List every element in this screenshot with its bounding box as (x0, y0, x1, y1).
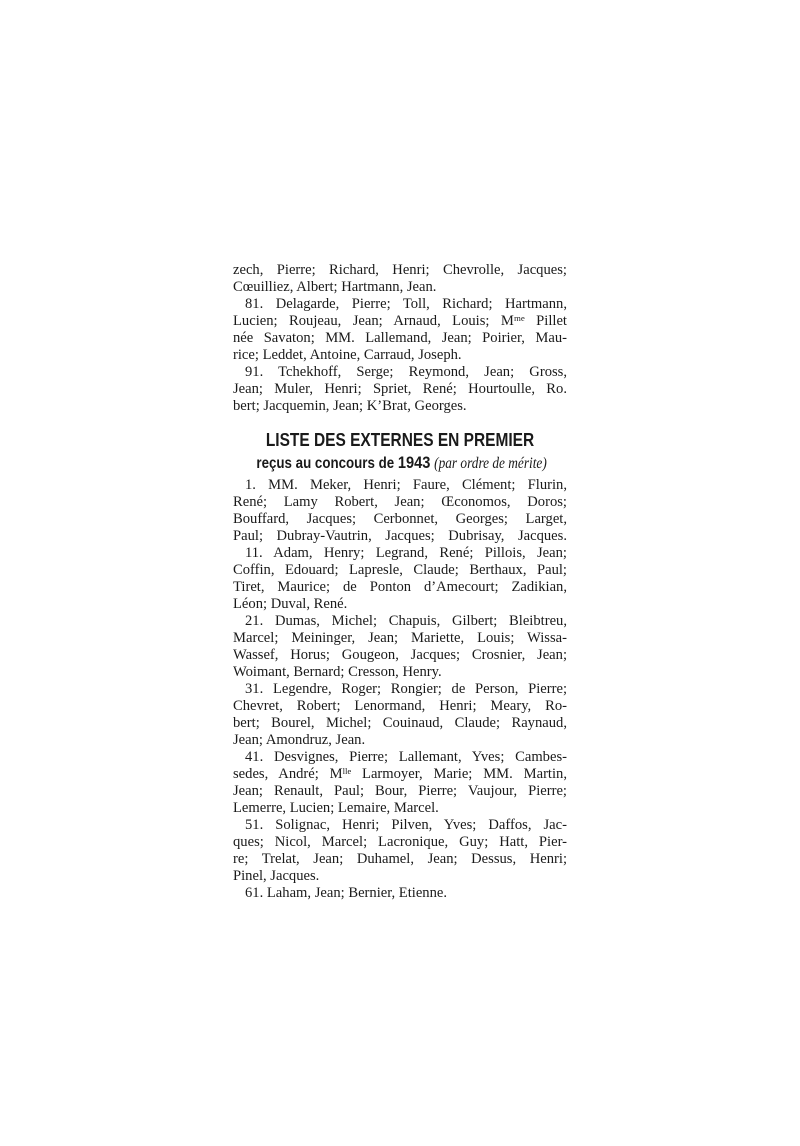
subheading-text: reçus au concours de (256, 455, 395, 472)
text-line: Tiret, Maurice; de Ponton d’Amecourt; Zadikian, (233, 579, 567, 595)
text-line: née Savaton; MM. Lallemand, Jean; Poirier, Mau- (233, 330, 567, 346)
subheading-year: 1943 (397, 453, 431, 472)
text-line: ques; Nicol, Marcel; Lacronique, Guy; Hatt, Pier- (233, 834, 567, 850)
text-line: Pinel, Jacques. (233, 868, 320, 884)
text-line: Paul; Dubray-Vautrin, Jacques; Dubrisay, Jacques. (233, 528, 567, 544)
list-heading: LISTE DES EXTERNES EN PREMIER (265, 430, 535, 450)
text-line: Wassef, Horus; Gougeon, Jacques; Crosnier, Jean; (233, 647, 567, 663)
text-line: Cœuilliez, Albert; Hartmann, Jean. (233, 279, 437, 295)
text-line: bert; Bourel, Michel; Couinaud, Claude; Raynaud, (233, 715, 567, 731)
text-line: rice; Leddet, Antoine, Carraud, Joseph. (233, 347, 462, 363)
text-line: re; Trelat, Jean; Duhamel, Jean; Dessus, Henri; (233, 851, 567, 867)
text-line: Jean; Muler, Henri; Spriet, René; Hourtoulle, Ro. (233, 381, 567, 397)
text-line: 61. Laham, Jean; Bernier, Etienne. (245, 885, 448, 901)
text-line: 81. Delagarde, Pierre; Toll, Richard; Hartmann, (245, 296, 567, 312)
text-line: 31. Legendre, Roger; Rongier; de Person, Pierre; (245, 681, 567, 697)
text-line: Lucien; Roujeau, Jean; Arnaud, Louis; Mᵐᵉ Pillet (233, 313, 567, 329)
text-line: 11. Adam, Henry; Legrand, René; Pillois, Jean; (245, 545, 567, 561)
text-line: bert; Jacquemin, Jean; K’Brat, Georges. (233, 398, 467, 414)
text-line: Jean; Renault, Paul; Bour, Pierre; Vaujour, Pierre; (233, 783, 567, 799)
text-line: 91. Tchekhoff, Serge; Reymond, Jean; Gross, (245, 364, 567, 380)
text-line: 51. Solignac, Henri; Pilven, Yves; Daffos, Jac- (245, 817, 567, 833)
text-line: Woimant, Bernard; Cresson, Henry. (233, 664, 442, 680)
text-line: 1. MM. Meker, Henri; Faure, Clément; Flurin, (245, 477, 567, 493)
text-line: Lemerre, Lucien; Lemaire, Marcel. (233, 800, 439, 816)
text-line: 21. Dumas, Michel; Chapuis, Gilbert; Bleibtreu, (245, 613, 567, 629)
subheading-note: (par ordre de mérite) (434, 455, 547, 472)
text-line: Coffin, Edouard; Lapresle, Claude; Berthaux, Paul; (233, 562, 567, 578)
text-line: 41. Desvignes, Pierre; Lallemant, Yves; Cambes- (245, 749, 567, 765)
text-line: Bouffard, Jacques; Cerbonnet, Georges; Larget, (233, 511, 567, 527)
text-line: Chevret, Robert; Lenormand, Henri; Meary, Ro- (233, 698, 567, 714)
text-line: Jean; Amondruz, Jean. (233, 732, 366, 748)
text-line: René; Lamy Robert, Jean; Œconomos, Doros; (233, 494, 567, 510)
text-line: Marcel; Meininger, Jean; Mariette, Louis; Wissa- (233, 630, 567, 646)
list-subheading (256, 453, 547, 474)
text-line: zech, Pierre; Richard, Henri; Chevrolle, Jacques; (233, 262, 567, 278)
text-line: sedes, André; Mˡˡᵉ Larmoyer, Marie; MM. Martin, (233, 766, 567, 782)
text-line: Léon; Duval, René. (233, 596, 348, 612)
